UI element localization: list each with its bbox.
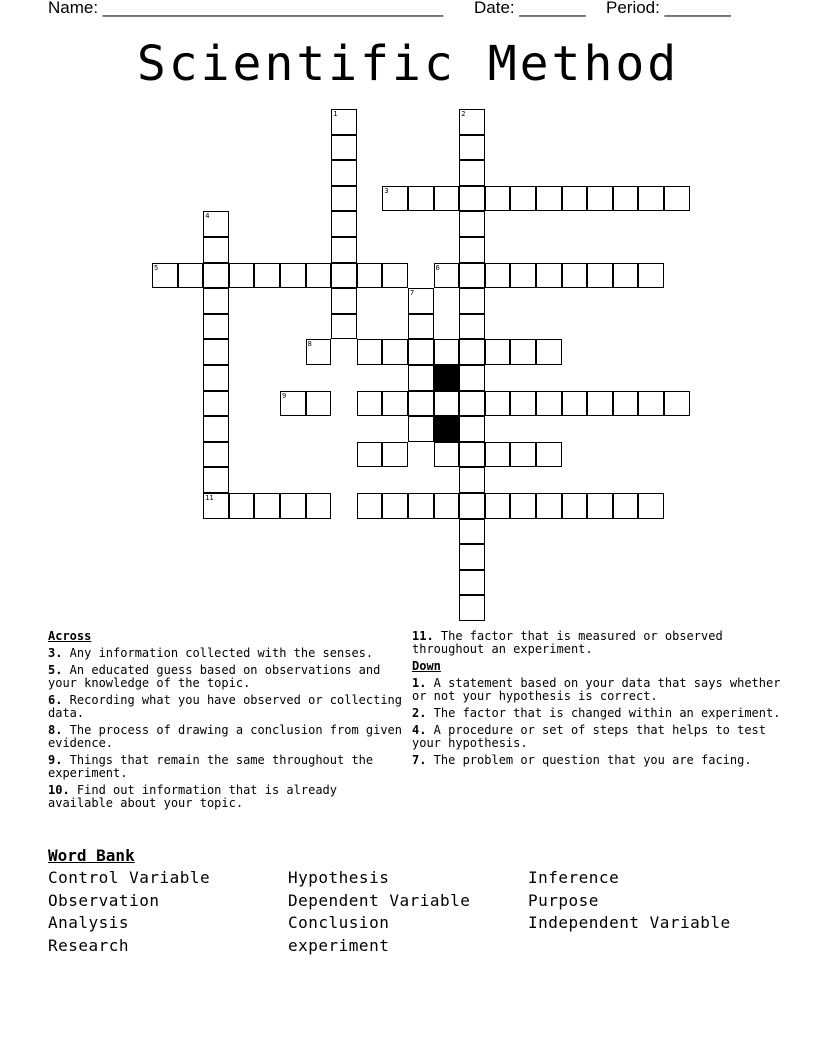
crossword-cell[interactable] (613, 493, 639, 519)
word-bank-item: Inference (528, 868, 620, 887)
clue-number-label: 10. (48, 783, 70, 797)
crossword-cell[interactable] (357, 493, 383, 519)
clue-text: An educated guess based on observations and your knowledge of the topic. (48, 663, 381, 690)
word-bank-item: Observation (48, 890, 160, 910)
crossword-cell[interactable] (459, 467, 485, 493)
crossword-cell[interactable] (203, 416, 229, 442)
clue-number: 3 (384, 186, 389, 195)
crossword-cell[interactable] (510, 442, 536, 468)
crossword-cell[interactable] (331, 186, 357, 212)
crossword-cell[interactable] (408, 339, 434, 365)
clue-text: The problem or question that you are facing. (426, 753, 752, 767)
name-field-label: Name: ____________________________________ (48, 0, 444, 17)
crossword-cell[interactable] (408, 391, 434, 417)
clue-number: 11 (205, 494, 214, 502)
clue-number-label: 2. (412, 706, 427, 720)
crossword-cell[interactable] (434, 186, 460, 212)
crossword-cell[interactable] (408, 493, 434, 519)
clue-item (412, 754, 782, 767)
crossword-cell[interactable] (306, 493, 332, 519)
crossword-cell[interactable] (408, 288, 434, 314)
crossword-cell[interactable] (562, 391, 588, 417)
clues-right-column (412, 630, 782, 771)
period-field-label: Period: _______ (606, 0, 731, 17)
crossword-cell[interactable] (638, 263, 664, 289)
crossword-cell[interactable] (485, 339, 511, 365)
crossword-cell[interactable] (459, 211, 485, 237)
crossword-cell[interactable] (203, 467, 229, 493)
crossword-cell[interactable] (229, 263, 255, 289)
crossword-cell[interactable] (510, 391, 536, 417)
crossword-cell[interactable] (203, 365, 229, 391)
crossword-cell[interactable] (331, 314, 357, 340)
crossword-cell[interactable] (459, 160, 485, 186)
clue-text: The factor that is changed within an experiment. (426, 706, 781, 720)
crossword-cell[interactable] (459, 595, 485, 621)
crossword-cell[interactable] (254, 263, 280, 289)
clue-number: 2 (461, 110, 466, 118)
word-bank-item: Hypothesis (288, 868, 390, 887)
clue-item (48, 724, 406, 750)
crossword-cell[interactable] (382, 493, 408, 519)
crossword-cell[interactable] (536, 493, 562, 519)
crossword-cell[interactable] (587, 263, 613, 289)
crossword-cell[interactable] (306, 339, 332, 365)
crossword-cell[interactable] (536, 391, 562, 417)
clue-number: 8 (307, 340, 312, 349)
crossword-cell[interactable] (485, 186, 511, 212)
crossword-cell[interactable] (254, 493, 280, 519)
crossword-cell[interactable] (203, 442, 229, 468)
crossword-cell[interactable] (536, 263, 562, 289)
crossword-cell[interactable] (459, 493, 485, 519)
clue-item (48, 664, 406, 690)
crossword-cell[interactable] (459, 263, 485, 289)
crossword-cell[interactable] (536, 339, 562, 365)
word-bank-item: experiment (288, 935, 390, 955)
crossword-cell[interactable] (382, 339, 408, 365)
crossword-cell[interactable] (485, 493, 511, 519)
clue-number-label: 7. (412, 753, 427, 767)
clue-number-label: 6. (48, 693, 63, 707)
crossword-cell[interactable] (331, 109, 357, 135)
crossword-cell[interactable] (459, 186, 485, 212)
crossword-cell[interactable] (203, 493, 229, 519)
crossword-cell[interactable] (459, 544, 485, 570)
clue-number-label: 11. (412, 629, 434, 643)
clue-number: 7 (410, 289, 415, 298)
crossword-cell[interactable] (357, 263, 383, 289)
crossword-cell[interactable] (638, 391, 664, 417)
crossword-cell[interactable] (408, 416, 434, 442)
clue-number-label: 1. (412, 676, 427, 690)
clue-text: Any information collected with the senses. (62, 646, 374, 660)
crossword-black-cell (434, 365, 460, 391)
crossword-cell[interactable] (331, 263, 357, 289)
crossword-cell[interactable] (280, 391, 306, 417)
crossword-cell[interactable] (459, 109, 485, 135)
crossword-cell[interactable] (203, 339, 229, 365)
clue-number: 5 (154, 263, 159, 272)
crossword-cell[interactable] (331, 135, 357, 161)
crossword-cell[interactable] (280, 263, 306, 289)
clue-text: Things that remain the same throughout the experiment. (48, 753, 374, 780)
crossword-cell[interactable] (203, 263, 229, 289)
crossword-cell[interactable] (459, 314, 485, 340)
crossword-cell[interactable] (331, 288, 357, 314)
word-bank-item: Independent Variable (528, 913, 731, 933)
crossword-cell[interactable] (203, 237, 229, 263)
word-bank-item: Research (48, 935, 130, 955)
crossword-cell[interactable] (178, 263, 204, 289)
crossword-cell[interactable] (510, 493, 536, 519)
clue-item (48, 754, 406, 780)
crossword-cell[interactable] (306, 263, 332, 289)
student-info-header (0, 0, 816, 20)
clue-item (412, 707, 782, 720)
crossword-cell[interactable] (408, 314, 434, 340)
crossword-cell[interactable] (434, 442, 460, 468)
word-bank-item: Control Variable (48, 868, 211, 887)
crossword-cell[interactable] (613, 186, 639, 212)
crossword-cell[interactable] (459, 365, 485, 391)
crossword-cell[interactable] (587, 493, 613, 519)
clue-number: 9 (282, 391, 287, 400)
clue-item (412, 630, 782, 656)
page-title: Scientific Method (136, 36, 680, 92)
word-bank-title: Word Bank (48, 846, 135, 865)
crossword-cell[interactable] (510, 263, 536, 289)
clue-item (48, 647, 406, 660)
crossword-cell[interactable] (536, 186, 562, 212)
crossword-cell[interactable] (562, 263, 588, 289)
word-bank-item: Conclusion (288, 913, 390, 933)
crossword-cell[interactable] (203, 391, 229, 417)
crossword-cell[interactable] (664, 186, 690, 212)
clue-item (412, 724, 782, 750)
crossword-cell[interactable] (382, 442, 408, 468)
crossword-cell[interactable] (459, 237, 485, 263)
crossword-cell[interactable] (485, 263, 511, 289)
crossword-cell[interactable] (434, 391, 460, 417)
crossword-cell[interactable] (485, 391, 511, 417)
crossword-cell[interactable] (382, 391, 408, 417)
crossword-cell[interactable] (459, 391, 485, 417)
crossword-cell[interactable] (331, 211, 357, 237)
crossword-cell[interactable] (203, 211, 229, 237)
clue-text: Find out information that is already available about your topic. (48, 783, 337, 810)
crossword-cell[interactable] (434, 263, 460, 289)
crossword-cell[interactable] (152, 263, 178, 289)
crossword-cell[interactable] (357, 442, 383, 468)
crossword-cell[interactable] (664, 391, 690, 417)
crossword-cell[interactable] (280, 493, 306, 519)
crossword-cell[interactable] (331, 237, 357, 263)
crossword-cell[interactable] (408, 365, 434, 391)
crossword-cell[interactable] (434, 339, 460, 365)
crossword-cell[interactable] (459, 442, 485, 468)
clue-text: A procedure or set of steps that helps to test your hypothesis. (412, 723, 767, 750)
crossword-cell[interactable] (203, 288, 229, 314)
crossword-cell[interactable] (382, 186, 408, 212)
crossword-cell[interactable] (408, 186, 434, 212)
clue-number-label: 4. (412, 723, 427, 737)
crossword-cell[interactable] (459, 135, 485, 161)
crossword-cell[interactable] (562, 186, 588, 212)
crossword-cell[interactable] (434, 493, 460, 519)
crossword-cell[interactable] (357, 391, 383, 417)
across-heading: Across (48, 629, 92, 643)
clue-number-label: 3. (48, 646, 63, 660)
crossword-cell[interactable] (613, 263, 639, 289)
clue-number: 6 (435, 263, 440, 272)
crossword-cell[interactable] (459, 570, 485, 596)
clue-number: 1 (333, 110, 338, 118)
crossword-cell[interactable] (357, 339, 383, 365)
clues-left-column (48, 630, 406, 814)
word-bank-item: Dependent Variable (288, 890, 471, 910)
crossword-cell[interactable] (510, 339, 536, 365)
crossword-cell[interactable] (331, 160, 357, 186)
crossword-cell[interactable] (459, 288, 485, 314)
date-field-label: Date: _______ (474, 0, 586, 17)
word-bank-item: Analysis (48, 913, 130, 933)
clue-number-label: 5. (48, 663, 63, 677)
crossword-cell[interactable] (459, 339, 485, 365)
clue-text: The process of drawing a conclusion from given evidence. (48, 723, 403, 750)
crossword-cell[interactable] (587, 391, 613, 417)
clue-text: The factor that is measured or observed throughout an experiment. (412, 629, 723, 656)
crossword-cell[interactable] (587, 186, 613, 212)
crossword-cell[interactable] (203, 314, 229, 340)
clue-item (48, 694, 406, 720)
crossword-cell[interactable] (638, 186, 664, 212)
crossword-cell[interactable] (382, 263, 408, 289)
clue-number-label: 9. (48, 753, 63, 767)
crossword-cell[interactable] (485, 442, 511, 468)
crossword-cell[interactable] (459, 519, 485, 545)
crossword-black-cell (434, 416, 460, 442)
clue-item (412, 677, 782, 703)
crossword-cell[interactable] (306, 391, 332, 417)
crossword-cell[interactable] (613, 391, 639, 417)
clue-number: 4 (205, 212, 210, 221)
crossword-cell[interactable] (562, 493, 588, 519)
clue-number-label: 8. (48, 723, 63, 737)
clue-item (48, 784, 406, 810)
down-heading: Down (412, 659, 441, 673)
crossword-cell[interactable] (229, 493, 255, 519)
word-bank-item: Purpose (528, 890, 599, 910)
clue-text: Recording what you have observed or collecting data. (48, 693, 403, 720)
clue-text: A statement based on your data that says whether or not your hypothesis is correct. (412, 676, 781, 703)
crossword-cell[interactable] (536, 442, 562, 468)
crossword-cell[interactable] (510, 186, 536, 212)
crossword-cell[interactable] (459, 416, 485, 442)
crossword-cell[interactable] (638, 493, 664, 519)
